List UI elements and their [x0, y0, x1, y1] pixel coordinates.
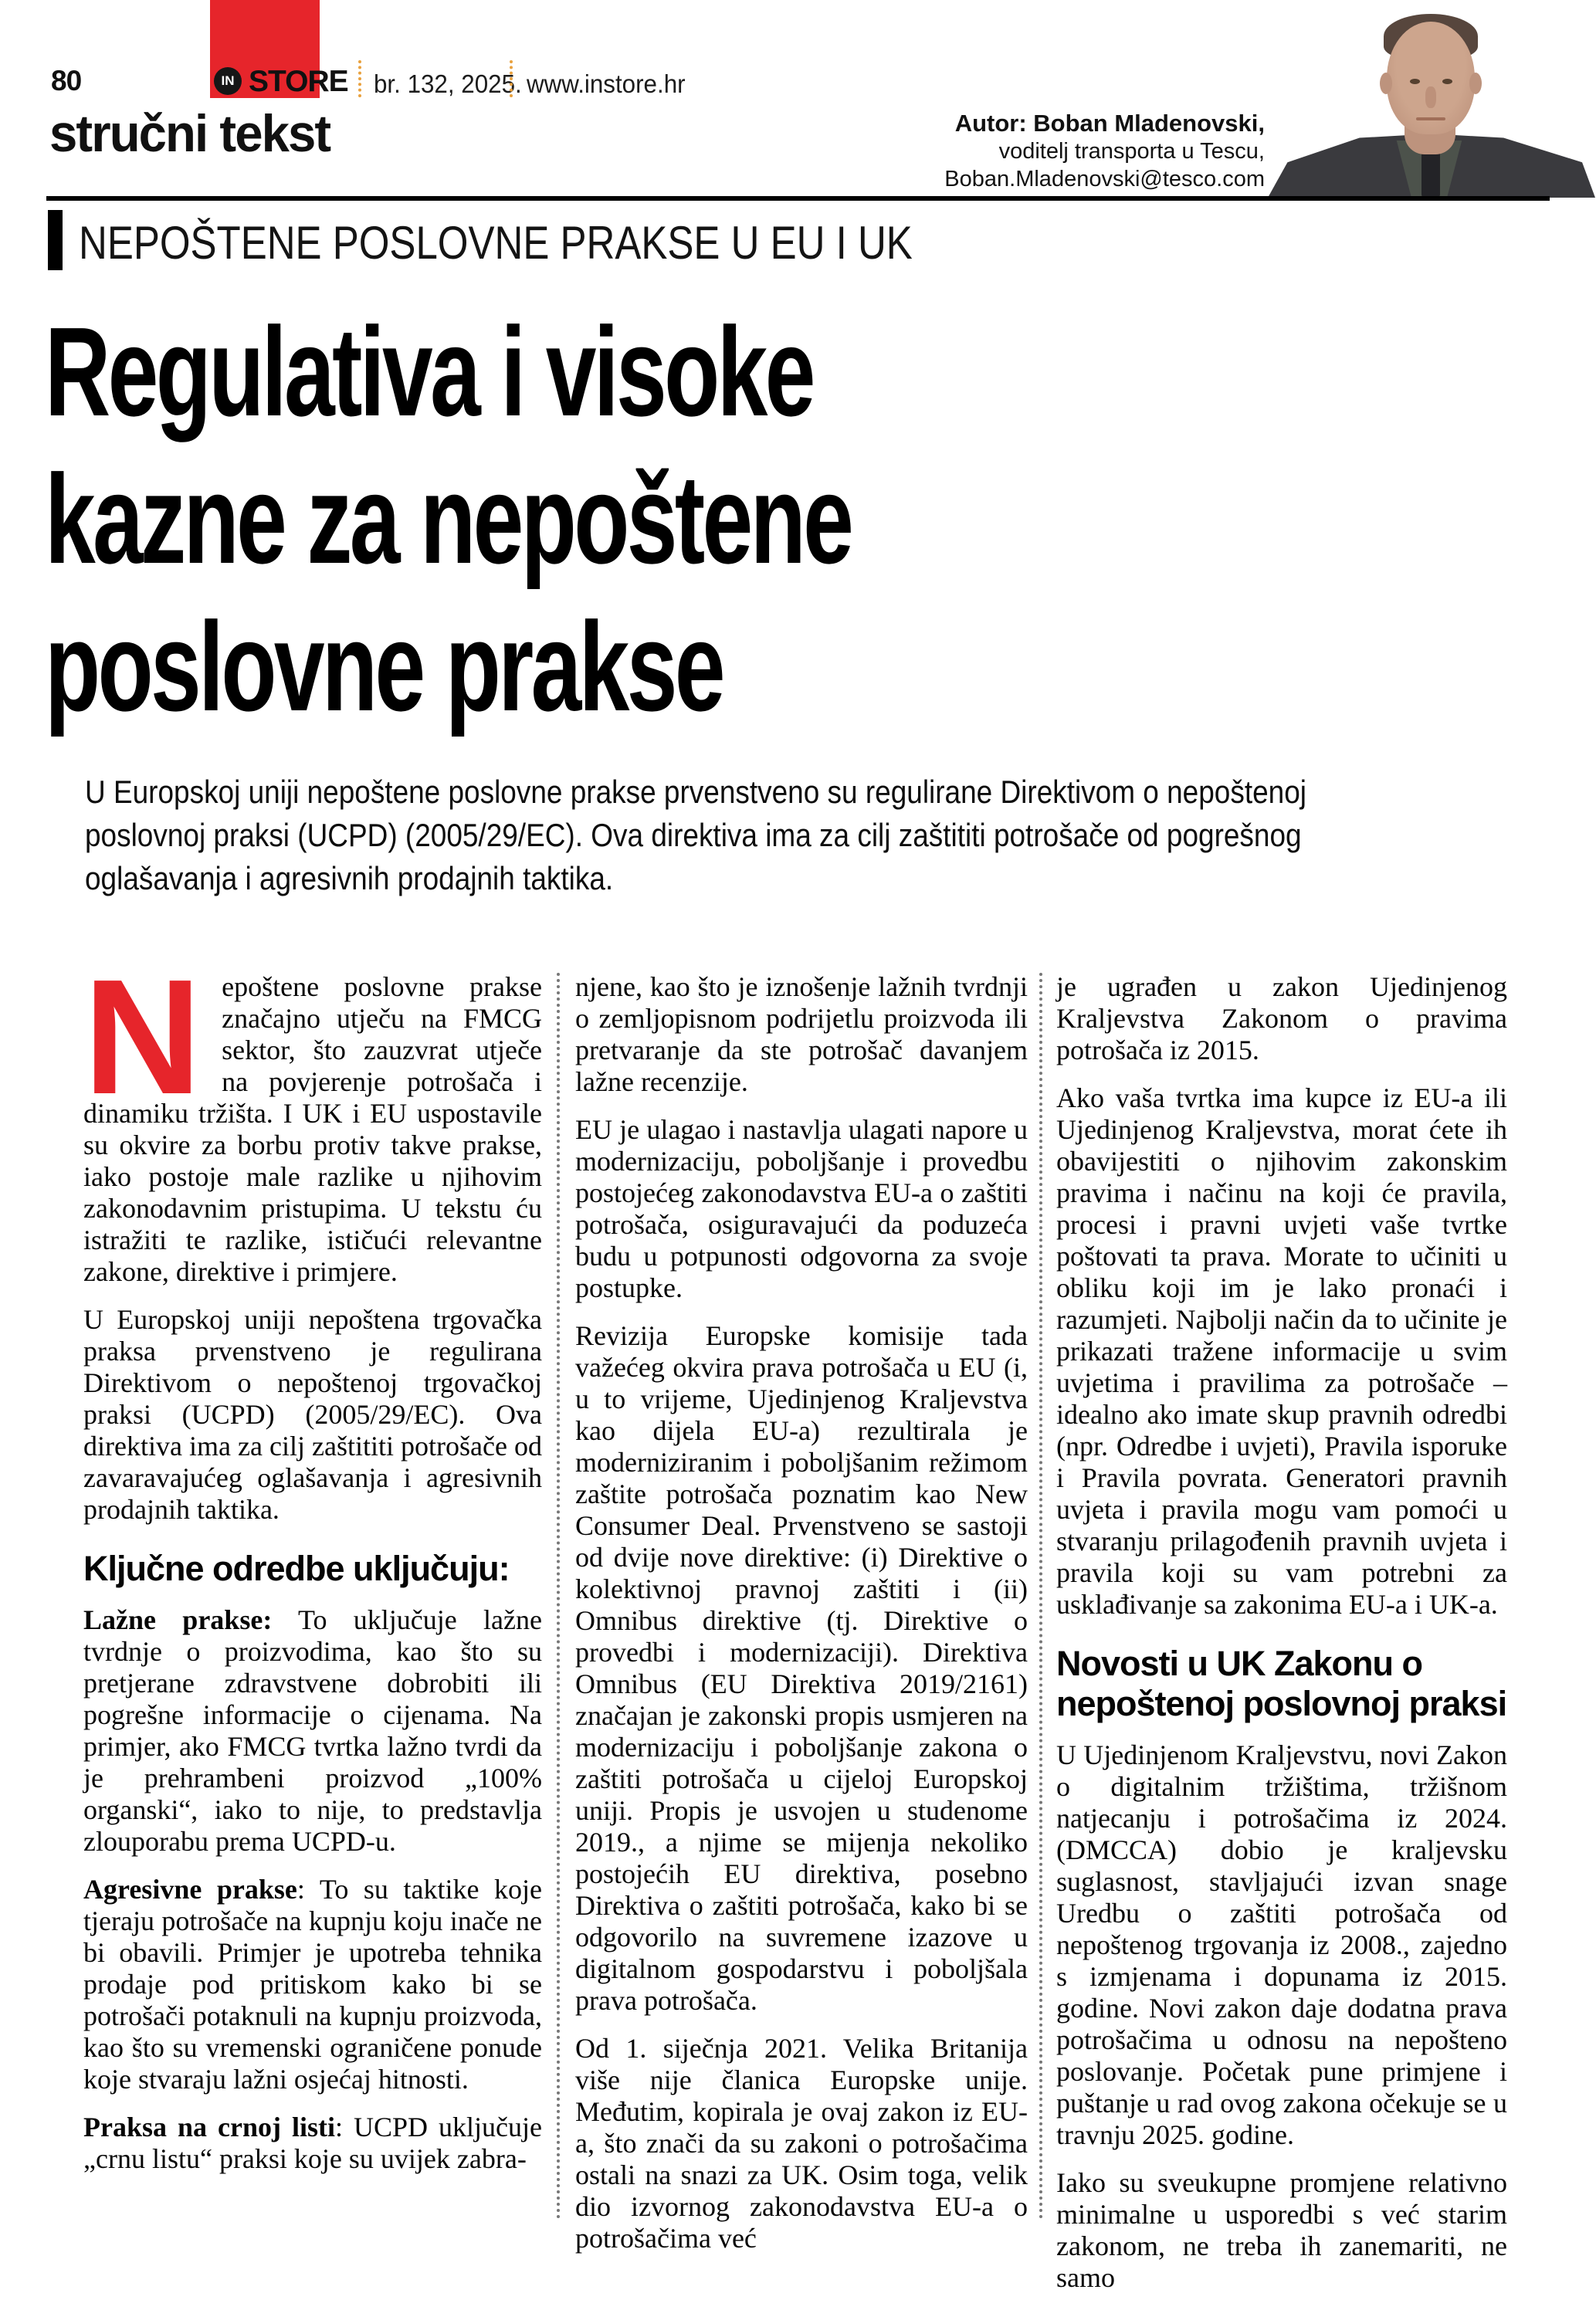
photo-ear	[1469, 73, 1482, 94]
body-column-1	[83, 945, 542, 2191]
paragraph: EU je ulagao i nastavlja ulagati napore u modernizaciju, poboljšanje i provedbu postojećeg zakonodavstva EU-a o zaštiti potrošača, osiguravajući da poduzeća budu u potpunosti odgovorna za svoje postupke.	[575, 1114, 1028, 1303]
kicker-text: NEPOŠTENE POSLOVNE PRAKSE U EU I UK	[79, 217, 913, 269]
paragraph-lead-in: Agresivne prakse	[83, 1874, 297, 1905]
instore-logo-in-badge: IN	[214, 67, 242, 95]
photo-eye	[1442, 79, 1452, 84]
instore-logo-store-text: STORE	[249, 65, 348, 98]
article-title-line-3: poslovne prakse	[45, 596, 723, 738]
lead-paragraph: U Europskoj uniji nepoštene poslovne prakse prvenstveno su regulirane Direktivom o nepoštenoj poslovnoj praksi (UCPD) (2005/29/EC). Ova direktiva ima za cilj zaštititi potrošače od pogrešnog oglašavanja i agresivnih prodajnih taktika.	[85, 774, 1306, 896]
header-dotted-separator	[358, 60, 361, 97]
author-role: voditelj transporta u Tescu,	[998, 139, 1265, 164]
body-column-2	[575, 971, 1028, 2271]
paragraph: Ako vaša tvrtka ima kupce iz EU-a ili Ujedinjenog Kraljevstva, morat ćete ih obavijestiti o njihovim zakonskim pravima i načinu na koji će pravila, procesi i pravni uvjeti vaše tvrtke poštovati ta prava. Morate to učiniti u obliku koji im je lako pronaći i razumjeti. Najbolji način da to učinite je prikazati tražene informacije u svim uvjetima i pravilima za potrošače – idealno ako imate skup pravnih odredbi (npr. Odredbe i uvjeti), Pravila isporuke i Pravila povrata. Generatori pravnih uvjeta i pravila mogu vam pomoći u stvaranju prilagođenih pravnih uvjeta i pravila koji su vam potrebni za usklađivanje sa zakonima EU-a i UK-a.	[1056, 1082, 1507, 1620]
article-title	[45, 298, 851, 740]
paragraph: U Europskoj uniji nepoštena trgovačka praksa prvenstveno je regulirana Direktivom o nepoštenoj trgovačkoj praksi (UCPD) (2005/29/EC). Ova direktiva ima za cilj zaštititi potrošače od zavaravajućeg oglašavanja i agresivnih prodajnih taktika.	[83, 1304, 542, 1525]
author-name: Autor: Boban Mladenovski,	[954, 110, 1265, 137]
paragraph-text: : To su taktike koje tjeraju potrošače na kupnju koju inače ne bi obavili. Primjer je upotreba tehnika prodaje pod pritiskom kako bi se potrošači potaknuli na kupnju proizvoda, kao što su vremenski ograničene ponude koje stvaraju lažni osjećaj hitnosti.	[83, 1874, 542, 2095]
header-rule	[46, 196, 1550, 201]
article-title-line-1: Regulativa i visoke	[45, 301, 813, 442]
kicker-bar	[48, 210, 63, 270]
column-divider	[557, 973, 560, 2220]
paragraph-lead-in: Praksa na crnoj listi	[83, 2112, 335, 2142]
paragraph: je ugrađen u zakon Ujedinjenog Kraljevstva Zakonom o pravima potrošača iz 2015.	[1056, 971, 1507, 1065]
author-block	[772, 110, 1265, 193]
website-url: www.instore.hr	[527, 69, 686, 98]
photo-mouth	[1416, 117, 1445, 120]
page-number: 80	[51, 65, 82, 97]
subhead-uk-news: Novosti u UK Zakonu o nepoštenoj poslovnoj praksi	[1056, 1644, 1507, 1723]
column-divider	[1039, 973, 1042, 2220]
body-column-3	[1056, 971, 1507, 2310]
paragraph-text: epoštene poslovne prakse značajno utječu na FMCG sektor, što zauzvrat utječe na povjerenje potrošača i dinamiku tržišta. I UK i EU uspostavile su okvire za borbu protiv takve prakse, iako postoje male razlike u njihovim zakonodavnim pristupima. U tekstu ću istražiti te razlike, ističući relevantne zakone, direktive i primjere.	[83, 971, 542, 1287]
photo-tie	[1421, 150, 1440, 198]
paragraph	[83, 945, 542, 1288]
photo-eye	[1410, 79, 1420, 84]
author-photo	[1251, 0, 1596, 198]
article-title-line-2: kazne za nepoštene	[45, 449, 852, 591]
photo-ear	[1380, 73, 1392, 94]
author-email: Boban.Mladenovski@tesco.com	[944, 167, 1265, 191]
paragraph-text: To uključuje lažne tvrdnje o proizvodima, kao što su pretjerane zdravstvene dobrobiti ili pogrešne informacije o cijenama. Na primjer, ako FMCG tvrtka lažno tvrdi da je prehrambeni proizvod „100% organski“, iako to nije, to predstavlja zlouporabu prema UCPD-u.	[83, 1604, 542, 1857]
paragraph: Revizija Europske komisije tada važećeg okvira prava potrošača u EU (i, u to vrijeme, Ujedinjenog Kraljevstva kao dijela EU-a) rezultirala je moderniziranim i poboljšanim režimom zaštite potrošača poznatim kao New Consumer Deal. Prvenstveno se sastoji od dvije nove direktive: (i) Direktive o kolektivnoj pravnoj zaštiti i (ii) Omnibus direktive (tj. Direktive o provedbi i modernizaciji). Direktiva Omnibus (EU Direktiva 2019/2161) značajan je zakonski propis usmjeren na modernizaciju i poboljšanje zakona o zaštiti potrošača u cijeloj Europskoj uniji. Propis je usvojen u studenome 2019., a njime se mijenja nekoliko postojećih EU direktiva, posebno Direktiva o zaštiti potrošača, kako bi se odgovorilo na suvremene izazove u digitalnom gospodarstvu i poboljšala prava potrošača.	[575, 1320, 1028, 2016]
paragraph	[83, 1874, 542, 2095]
paragraph: Iako su sveukupne promjene relativno minimalne u usporedbi s već starim zakonom, ne treba ih zanemariti, ne samo	[1056, 2167, 1507, 2293]
photo-nose	[1425, 86, 1436, 108]
subhead-key-provisions: Ključne odredbe uključuju:	[83, 1549, 510, 1588]
paragraph: U Ujedinjenom Kraljevstvu, novi Zakon o digitalnim tržištima, tržišnom natjecanju i potrošačima iz 2024. (DMCCA) dobio je kraljevsku suglasnost, stavljajući izvan snage Uredbu o zaštiti potrošača od nepoštenog trgovanja iz 2008., zajedno s izmjenama i dopunama iz 2015. godine. Novi zakon daje dodatna prava potrošačima u odnosu na nepošteno poslovanje. Početak pune primjene i puštanje u rad ovog zakona očekuje se u travnju 2025. godine.	[1056, 1739, 1507, 2150]
header-dotted-separator	[510, 60, 513, 97]
paragraph-text: : UCPD uključuje „crnu listu“ praksi koje su uvijek zabra-	[83, 2112, 542, 2174]
issue-number: br. 132, 2025.	[374, 69, 522, 98]
paragraph	[83, 2112, 542, 2175]
section-label: stručni tekst	[49, 104, 330, 163]
paragraph: Od 1. siječnja 2021. Velika Britanija više nije članica Europske unije. Međutim, kopirala je ovaj zakon iz EU-a, što znači da su zakoni o potrošačima ostali na snazi za UK. Osim toga, velik dio izvornog zakonodavstva EU-a o potrošačima već	[575, 2033, 1028, 2254]
paragraph: njene, kao što je iznošenje lažnih tvrdnji o zemljopisnom podrijetlu proizvoda ili pretvaranje da ste potrošač davanjem lažne recenzije.	[575, 971, 1028, 1097]
paragraph-lead-in: Lažne prakse:	[83, 1604, 273, 1635]
drop-cap: N	[83, 945, 202, 1128]
paragraph	[83, 1604, 542, 1858]
